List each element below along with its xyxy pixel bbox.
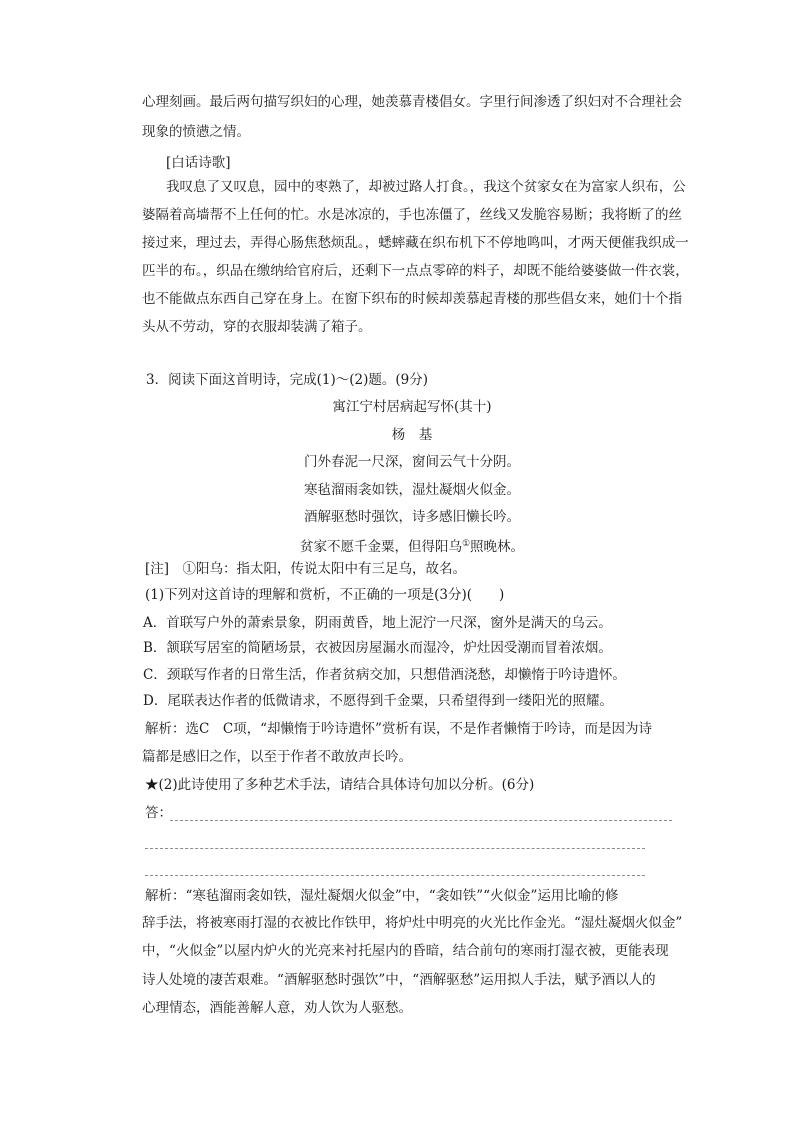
poem-line-text: 照晚林。 <box>470 539 525 555</box>
answer-option-a: A．首联写户外的萧索景象，阴雨黄昏，地上泥泞一尺深，窗外是满天的乌云。 <box>143 615 612 631</box>
sub-question-stem: ★(2)此诗使用了多种艺术手法，请结合具体诗句加以分析。(6分) <box>145 777 535 793</box>
analysis-text: 中，“火似金”以屋内炉火的光亮来衬托屋内的昏暗，结合前句的寒雨打湿衣被，更能表现 <box>142 943 669 959</box>
section-heading: [白话诗歌] <box>166 155 231 171</box>
answer-blank-line[interactable] <box>145 848 645 849</box>
answer-option-b: B．颔联写居室的简陋场景，衣被因房屋漏水而湿冷，炉灶因受潮而冒着浓烟。 <box>143 640 612 656</box>
sub-question-stem: (1)下列对这首诗的理解和赏析，不正确的一项是(3分)( ) <box>145 587 505 603</box>
body-text-line: 也不能做点东西自己穿在身上。在窗下织布的时候却羡慕起青楼的那些倡女来，她们十个指 <box>142 291 682 307</box>
footnote: [注] ①阳乌：指太阳，传说太阳中有三足乌，故名。 <box>145 561 467 577</box>
analysis-text: 心理情态，酒能善解人意，劝人饮为人驱愁。 <box>142 1000 412 1016</box>
answer-label: 答： <box>145 805 172 821</box>
poem-author: 杨 基 <box>391 427 433 443</box>
poem-line-text: 贫家不愿千金粟，但得阳乌 <box>299 539 462 555</box>
answer-option-c: C．颈联写作者的日常生活，作者贫病交加，只想借酒浇愁，却懒惰于吟诗遣怀。 <box>143 667 626 683</box>
analysis-text: 辞手法，将被寒雨打湿的衣被比作铁甲，将炉灶中明亮的火光比作金光。“湿灶凝烟火似金” <box>142 915 683 931</box>
analysis-text: 解析：“寒毡溜雨衾如铁，湿灶凝烟火似金”中，“衾如铁”“火似金”运用比喻的修 <box>145 888 619 904</box>
analysis-text: 诗人处境的凄苦艰难。“酒解驱愁时强饮”中，“酒解驱愁”运用拟人手法，赋予酒以人的 <box>142 972 656 988</box>
poem-title: 寓江宁村居病起写怀(其十) <box>332 399 492 415</box>
body-text-line: 现象的愤懑之情。 <box>142 124 250 140</box>
analysis-text: 解析：选C C项，“却懒惰于吟诗遣怀”赏析有误，不是作者懒惰于吟诗，而是因为诗 <box>145 721 652 737</box>
body-text-line: 接过来，理过去，弄得心肠焦愁烦乱。，蟋蟀藏在织布机下不停地鸣叫，才两天便催我织成一 <box>142 235 689 251</box>
body-text-line: 匹半的布。，织品在缴纳给官府后，还剩下一点点零碎的料子，却既不能给婆婆做一件衣裳， <box>142 263 689 279</box>
body-text-line: 头从不劳动，穿的衣服却装满了箱子。 <box>142 319 372 335</box>
body-text-line: 婆隔着高墙帮不上任何的忙。水是冰凉的，手也冻僵了，丝线又发脆容易断；我将断了的丝 <box>142 207 682 223</box>
poem-line: 门外春泥一尺深，窗间云气十分阴。 <box>304 454 520 470</box>
footnote-marker: ① <box>461 539 471 549</box>
question-prompt: 3．阅读下面这首明诗，完成(1)～(2)题。(9分) <box>146 372 428 388</box>
poem-line: 寒毡溜雨衾如铁，湿灶凝烟火似金。 <box>304 482 520 498</box>
body-text-line: 心理刻画。最后两句描写织妇的心理，她羡慕青楼倡女。字里行间渗透了织妇对不合理社会 <box>142 94 682 110</box>
poem-line <box>142 534 682 557</box>
answer-blank-line[interactable] <box>145 875 645 876</box>
analysis-text: 篇都是感旧之作，以至于作者不敢放声长吟。 <box>142 749 412 765</box>
answer-option-d: D．尾联表达作者的低微请求，不愿得到千金粟，只希望得到一缕阳光的照耀。 <box>143 693 613 709</box>
poem-line: 酒解驱愁时强饮，诗多感旧懒长吟。 <box>304 509 520 525</box>
body-text-line: 我叹息了又叹息，园中的枣熟了，却被过路人打食。，我这个贫家女在为富家人织布，公 <box>166 179 686 195</box>
answer-blank-line[interactable] <box>170 820 672 821</box>
